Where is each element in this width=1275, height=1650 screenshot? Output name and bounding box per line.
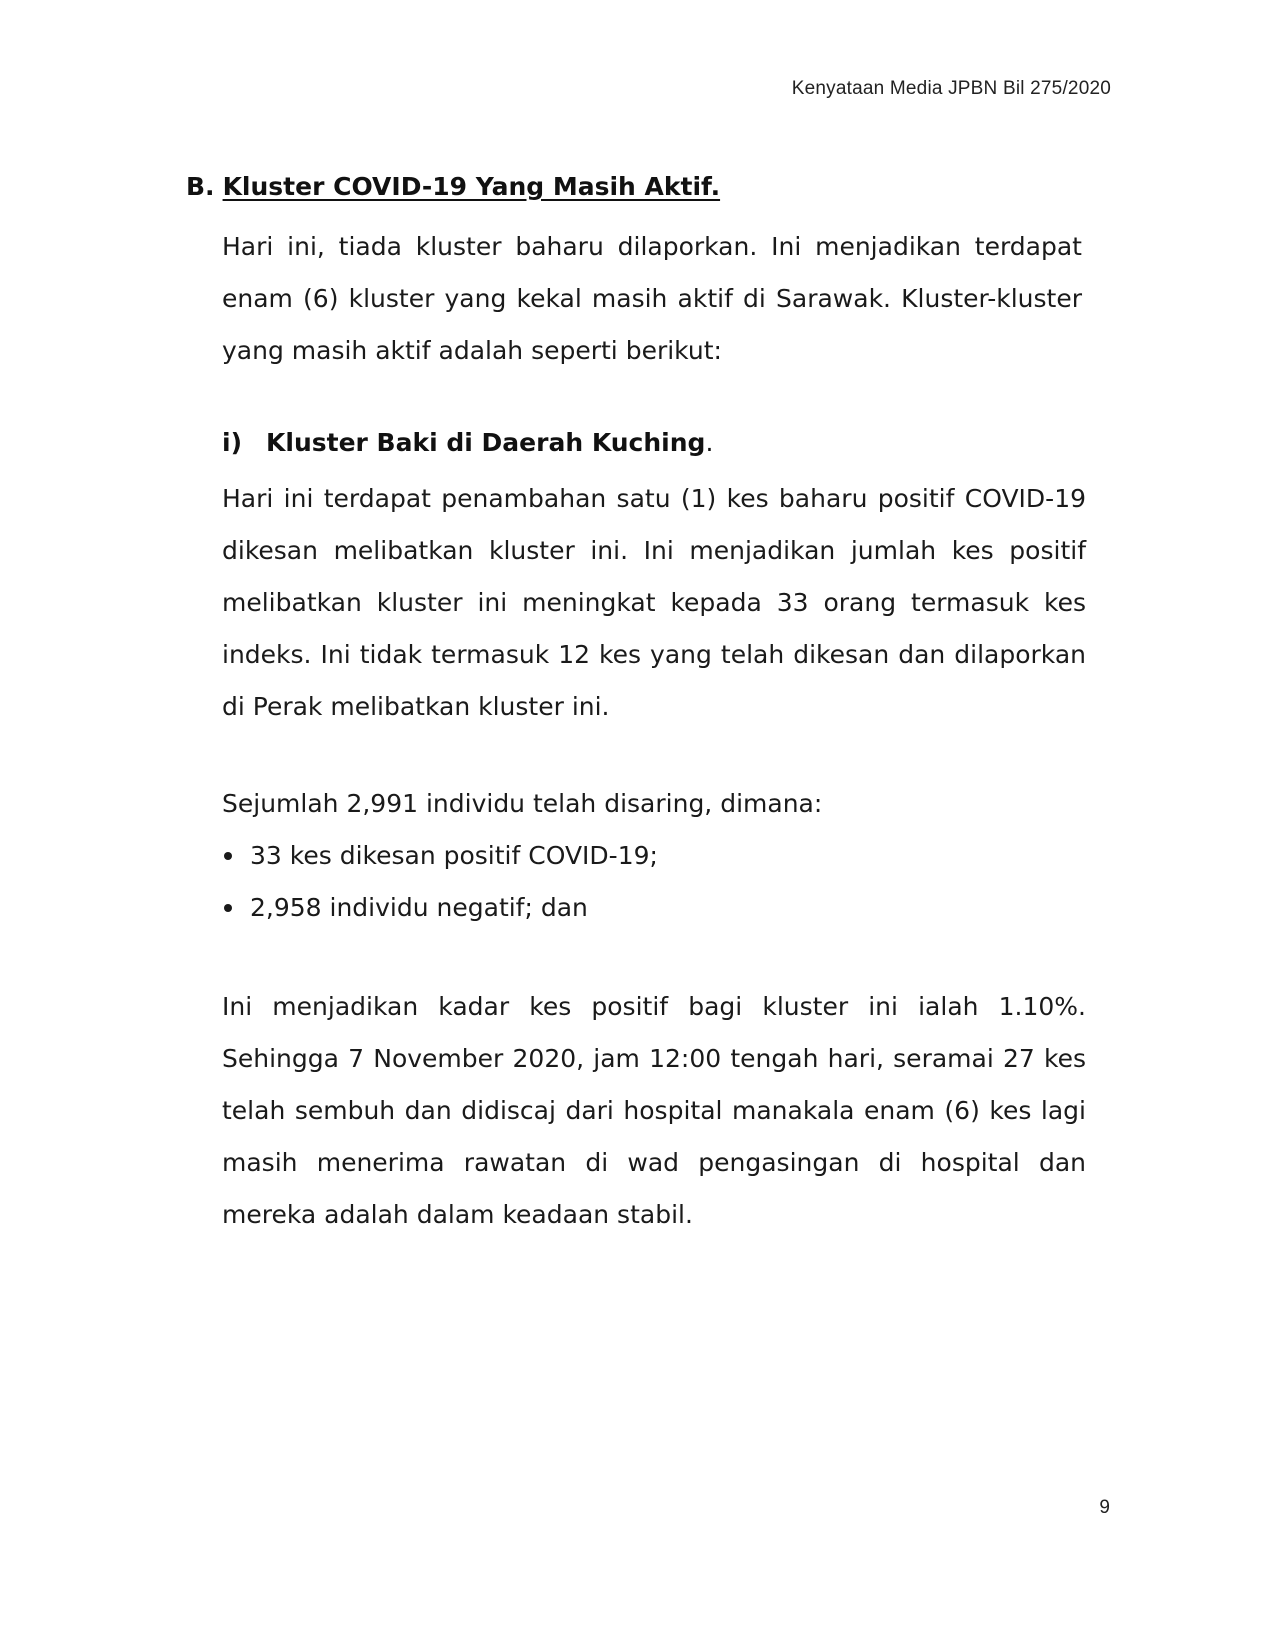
cluster-title-period: . bbox=[705, 428, 714, 457]
bullet-icon bbox=[224, 904, 232, 912]
cluster-numeral: i) bbox=[222, 428, 242, 457]
screening-bullet-list bbox=[222, 830, 658, 934]
bullet-text: 33 kes dikesan positif COVID-19; bbox=[250, 841, 658, 870]
page-number: 9 bbox=[1099, 1497, 1110, 1518]
cluster-paragraph-cases: Hari ini terdapat penambahan satu (1) kes baharu positif COVID-19 dikesan melibatkan kluster ini. Ini menjadikan jumlah kes positif melibatkan kluster ini meningkat kepada 33 orang termasuk kes indeks. Ini tidak termasuk 12 kes yang telah dikesan dan dilaporkan di Perak melibatkan kluster ini. bbox=[222, 484, 1086, 721]
cluster-paragraph-status: Ini menjadikan kadar kes positif bagi kluster ini ialah 1.10%. Sehingga 7 November 2020, jam 12:00 tengah hari, seramai 27 kes telah sembuh dan didiscaj dari hospital manakala enam (6) kes lagi masih menerima rawatan di wad pengasingan di hospital dan mereka adalah dalam keadaan stabil. bbox=[222, 992, 1086, 1229]
section-heading bbox=[186, 172, 720, 201]
screening-intro: Sejumlah 2,991 individu telah disaring, dimana: bbox=[222, 789, 823, 818]
media-statement-reference: Kenyataan Media JPBN Bil 275/2020 bbox=[791, 78, 1111, 99]
section-intro-paragraph: Hari ini, tiada kluster baharu dilaporkan. Ini menjadikan terdapat enam (6) kluster yang kekal masih aktif di Sarawak. Kluster-kluster yang masih aktif adalah seperti berikut: bbox=[222, 232, 1082, 365]
cluster-heading bbox=[222, 428, 713, 457]
section-title: Kluster COVID-19 Yang Masih Aktif. bbox=[222, 172, 721, 201]
list-item bbox=[222, 830, 658, 882]
cluster-title: Kluster Baki di Daerah Kuching bbox=[266, 428, 706, 457]
bullet-text: 2,958 individu negatif; dan bbox=[250, 893, 588, 922]
list-item bbox=[222, 882, 658, 934]
section-letter: B. bbox=[186, 172, 215, 201]
bullet-icon bbox=[224, 852, 232, 860]
